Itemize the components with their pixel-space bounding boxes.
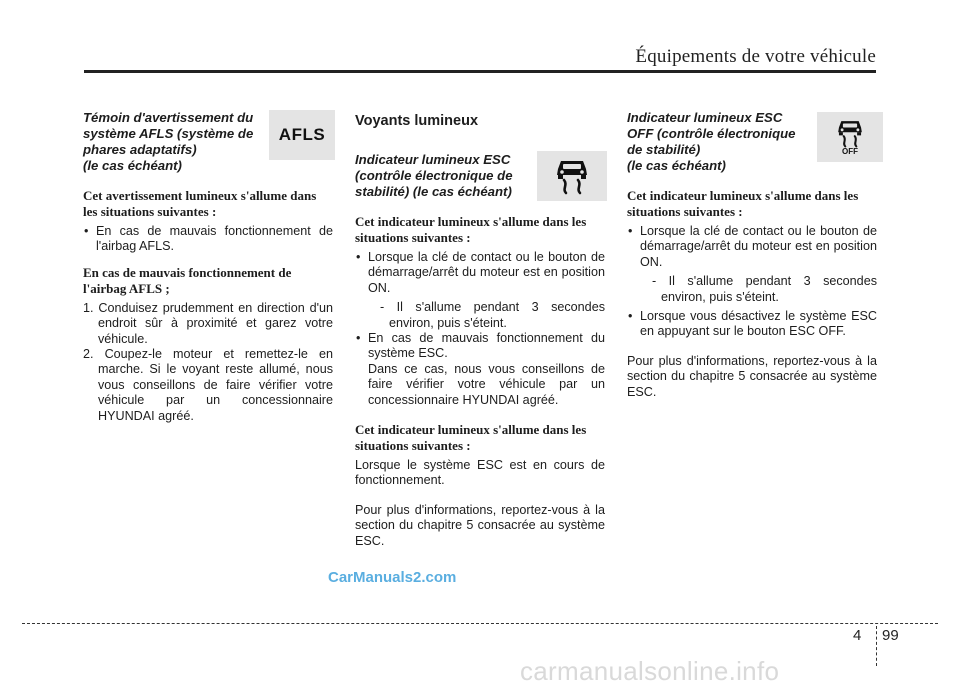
esc-para-3: Pour plus d'informations, reportez-vous à la section du chapitre 5 consacrée au système ESC. xyxy=(355,502,605,548)
esc-dash-1: - Il s'allume pendant 3 secondes environ, puis s'éteint. xyxy=(380,300,605,330)
afls-icon-label: AFLS xyxy=(278,125,326,144)
esc-intro-2: Cet indicateur lumineux s'allume dans les situations suivantes : xyxy=(355,422,587,454)
afls-heading-block xyxy=(83,110,333,174)
afls-heading: Témoin d'avertissement du système AFLS (système de phares adaptatifs) (le cas échéant) xyxy=(83,110,254,173)
esc-intro: Cet indicateur lumineux s'allume dans les situations suivantes : xyxy=(355,214,587,245)
esc-heading-block xyxy=(355,152,605,200)
esc-para-2: Lorsque le système ESC est en cours de fonctionnement. xyxy=(355,458,605,488)
afls-intro: Cet avertissement lumineux s'allume dans les situations suivantes : xyxy=(83,188,317,219)
esc-off-heading-block xyxy=(627,110,877,174)
esc-bullet-1: • Lorsque la clé de contact ou le bouton de démarrage/arrêt du moteur est en position ON. xyxy=(355,250,605,296)
skidding-car-off-icon xyxy=(817,112,883,162)
afls-step-2: 2. Coupez-le moteur et remettez-le en marche. Si le voyant reste allumé, nous vous conseillons de faire vérifier votre véhicule par un concessionnaire HYUNDAI agréé. xyxy=(83,347,333,423)
footer-rule xyxy=(22,623,938,624)
esc-off-bullet-2: • Lorsque vous désactivez le système ESC en appuyant sur le bouton ESC OFF. xyxy=(627,309,877,340)
afls-sub-heading: En cas de mauvais fonctionnement de l'airbag AFLS ; xyxy=(83,264,292,296)
footer-divider xyxy=(876,626,877,666)
esc-off-para-2: Pour plus d'informations, reportez-vous à la section du chapitre 5 consacrée au système ESC. xyxy=(627,353,877,399)
esc-bullet-2: • En cas de mauvais fonctionnement du système ESC. xyxy=(355,331,605,362)
page-number: 99 xyxy=(882,627,899,644)
afls-warning-icon xyxy=(269,110,335,160)
page-header-title: Équipements de votre véhicule xyxy=(635,46,876,67)
esc-bullet-2-cont: Dans ce cas, nous vous conseillons de faire vérifier votre véhicule par un concessionnaire HYUNDAI agréé. xyxy=(368,361,605,407)
off-icon-label: OFF xyxy=(842,147,858,156)
afls-bullet-1: • En cas de mauvais fonctionnement de l'airbag AFLS. xyxy=(83,224,333,255)
skidding-car-svg xyxy=(552,157,592,195)
column-esc xyxy=(355,110,605,549)
column-afls xyxy=(83,110,333,424)
skidding-car-off-svg xyxy=(834,118,866,148)
section-title: Voyants lumineux xyxy=(355,113,479,129)
esc-off-heading: Indicateur lumineux ESC OFF (contrôle électronique de stabilité) (le cas échéant) xyxy=(627,110,796,173)
column-esc-off xyxy=(627,110,877,400)
esc-heading: Indicateur lumineux ESC (contrôle électronique de stabilité) (le cas échéant) xyxy=(355,152,513,199)
chapter-number: 4 xyxy=(853,627,862,644)
esc-off-intro: Cet indicateur lumineux s'allume dans les situations suivantes : xyxy=(627,188,859,219)
header-rule xyxy=(84,70,876,73)
esc-off-dash-1: - Il s'allume pendant 3 secondes environ, puis s'éteint. xyxy=(652,274,877,304)
carmanuals-watermark-link[interactable]: CarManuals2.com xyxy=(328,569,457,586)
esc-off-bullet-1: • Lorsque la clé de contact ou le bouton de démarrage/arrêt du moteur est en position ON. xyxy=(627,224,877,270)
skidding-car-icon xyxy=(537,151,607,201)
bottom-watermark: carmanualsonline.info xyxy=(520,656,780,686)
afls-step-1: 1. Conduisez prudemment en direction d'un endroit sûr à proximité et garez votre véhicule. xyxy=(83,300,333,346)
